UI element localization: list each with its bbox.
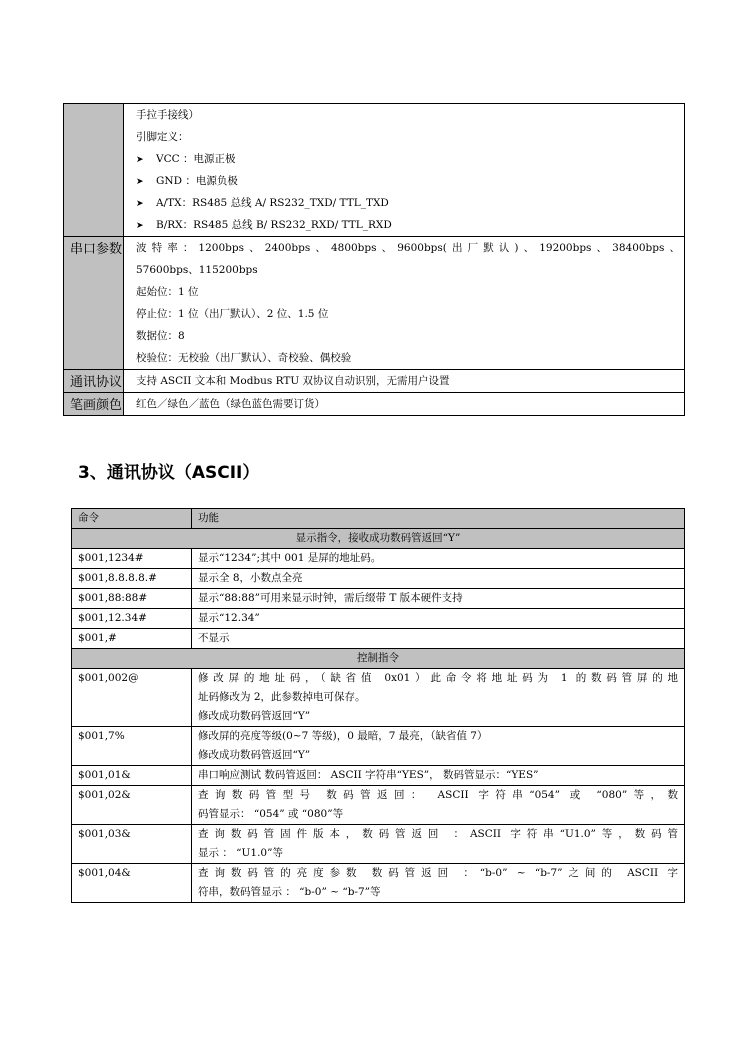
arrowhead-bullet-icon: ➤ [136,177,144,187]
func-cell [192,629,685,649]
spec-line: 校验位：无校验（出厂默认）、奇校验、偶校验 [136,352,352,364]
cmd-cell: $001,8.8.8.8.# [72,569,192,589]
table-row [72,786,685,825]
spec-row-pins [64,104,685,237]
spec-line: 57600bps、115200bps [136,264,258,276]
spec-bullet-item: ➤ B/RX：RS485 总线 B/ RS232_RXD/ TTL_RXD [136,214,680,236]
func-line: 查询数码管型号 数码管返回： ASCII 字符串“054” 或 “080”等，数 [198,789,678,801]
func-line: 修改屏的地址码，（缺省值 0x01）此命令将地址码为 1 的数码管屏的地 [198,672,678,684]
cmd-cell: $001,12.34# [72,609,192,629]
spec-line: 停止位：1 位（出厂默认）、2 位、1.5 位 [136,308,329,320]
func-line: 显示 ： “U1.0”等 [198,847,283,859]
spec-content [124,393,685,416]
control-section-title: 控制指令 [72,649,685,669]
cmd-cell: $001,7% [72,727,192,766]
cmd-cell: $001,01& [72,766,192,786]
func-cell [192,825,685,864]
func-line: 修改成功数码管返回“Y” [198,710,311,722]
table-row [72,609,685,629]
command-table-header [72,509,685,529]
cmd-cell: $001,04& [72,864,192,903]
spec-label [64,104,124,237]
spec-row-color [64,393,685,416]
spec-table [63,103,685,416]
spec-line: 支持 ASCII 文本和 Modbus RTU 双协议自动识别，无需用户设置 [136,375,450,387]
cmd-cell: $001,88:88# [72,589,192,609]
func-cell [192,549,685,569]
spec-line: 起始位：1 位 [136,286,199,298]
func-line: 查询数码管的亮度参数 数码管返回 ：“b-0” ~ “b-7”之间的 ASCII 字 [198,867,678,879]
table-row [72,589,685,609]
spec-line: 红色／绿色／蓝色（绿色蓝色需要订货） [136,398,325,410]
table-row [72,569,685,589]
table-row [72,864,685,903]
func-cell [192,864,685,903]
cmd-cell: $001,03& [72,825,192,864]
table-row [72,549,685,569]
section-heading: 3、通讯协议（ASCII） [78,463,260,483]
func-line: 修改屏的亮度等级(0~7 等级)，0 最暗，7 最亮，（缺省值 7） [198,730,488,742]
cmd-cell: $001,002@ [72,669,192,727]
func-cell [192,609,685,629]
func-line: 显示“1234”;其中 001 是屏的地址码。 [198,552,382,564]
func-line: 显示“88:88”可用来显示时钟，需后缀带 T 版本硬件支持 [198,592,463,604]
func-cell [192,569,685,589]
func-line: 符串，数码管显示 ： “b-0” ~ “b-7”等 [198,886,381,898]
cmd-cell: $001,# [72,629,192,649]
command-table [71,508,685,903]
func-line: 修改成功数码管返回“Y” [198,749,311,761]
func-line: 址码修改为 2，此参数掉电可保存。 [198,691,366,703]
spec-line: 手拉手接线） [136,109,199,121]
func-line: 串口响应测试 数码管返回： ASCII 字符串“YES”， 数码管显示：“YES” [198,769,539,781]
cmd-cell: $001,02& [72,786,192,825]
table-row [72,825,685,864]
func-cell [192,727,685,766]
func-cell [192,786,685,825]
spec-content [124,104,685,237]
func-cell [192,589,685,609]
spec-label: 通讯协议 [64,370,124,393]
spec-line: 引脚定义： [136,131,189,143]
spec-bullet-item: ➤ VCC ：电源正极 [136,148,680,170]
spec-content [124,370,685,393]
display-section-title: 显示指令，接收成功数码管返回“Y” [72,529,685,549]
control-section-row [72,649,685,669]
table-row [72,669,685,727]
arrowhead-bullet-icon: ➤ [136,155,144,165]
spec-bullet-item: ➤ GND ：电源负极 [136,170,680,192]
spec-content [124,237,685,370]
spec-row-serial [64,237,685,370]
spec-bullet-item: ➤ A/TX：RS485 总线 A/ RS232_TXD/ TTL_TXD [136,192,680,214]
table-row [72,766,685,786]
func-cell [192,669,685,727]
func-cell [192,766,685,786]
func-line: 显示全 8，小数点全亮 [198,572,303,584]
spec-line: 数据位：8 [136,330,185,342]
display-section-row [72,529,685,549]
cmd-cell: $001,1234# [72,549,192,569]
spec-label: 串口参数 [64,237,124,370]
func-line: 码管显示： “054” 或 “080”等 [198,808,344,820]
func-line: 显示“12.34” [198,612,260,624]
table-row [72,629,685,649]
func-line: 不显示 [198,632,230,644]
func-line: 查询数码管固件版本，数码管返回 ：ASCII 字符串“U1.0”等，数码管 [198,828,678,840]
spec-line: 波特率：1200bps、2400bps、4800bps、9600bps(出厂默认)、19200bps、38400bps、 [136,242,680,254]
arrowhead-bullet-icon: ➤ [136,221,144,231]
table-row [72,727,685,766]
spec-label: 笔画颜色 [64,393,124,416]
spec-row-protocol [64,370,685,393]
arrowhead-bullet-icon: ➤ [136,199,144,209]
header-cmd: 命令 [72,509,192,529]
header-func: 功能 [192,509,685,529]
